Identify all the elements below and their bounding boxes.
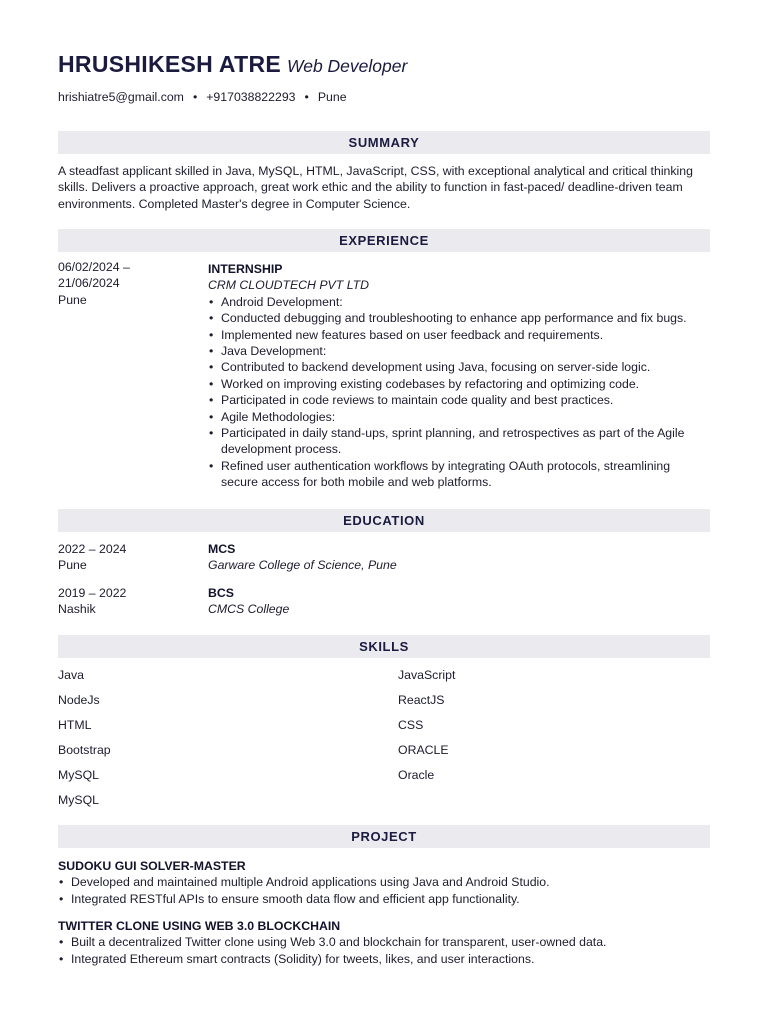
education-location: Pune (58, 558, 87, 573)
list-item: • Conducted debugging and troubleshooting to enhance app performance and fix bugs. (208, 310, 710, 326)
education-heading: EDUCATION (58, 509, 710, 532)
candidate-name: HRUSHIKESH ATRE (58, 51, 282, 77)
skill-item: Oracle (398, 768, 435, 782)
candidate-role: Web Developer (287, 56, 408, 76)
experience-details (208, 261, 710, 491)
education-details (208, 585, 710, 618)
education-details (208, 541, 710, 574)
experience-start-date: 06/02/2024 – (58, 260, 130, 274)
experience-company: CRM CLOUDTECH PVT LTD (208, 278, 370, 293)
skill-item: CSS (398, 718, 424, 732)
education-school: Garware College of Science, Pune (208, 558, 397, 573)
summary-heading: SUMMARY (58, 131, 710, 154)
skill-item: NodeJs (58, 693, 100, 707)
list-item: • Integrated RESTful APIs to ensure smooth data flow and efficient app functionality. (58, 891, 710, 907)
project-bullet-list (58, 934, 710, 967)
experience-end-date: 21/06/2024 (58, 276, 120, 291)
summary-text: A steadfast applicant skilled in Java, MySQL, HTML, JavaScript, CSS, with exceptional analytical and critical thinking skills. Delivers a proactive approach, great work ethic and the ability to function in fast-paced/ deadline-driven team environments. Completed Master's degree in Computer Science. (58, 164, 693, 211)
education-dates: 2022 – 2024 (58, 542, 127, 556)
skill-item: HTML (58, 718, 92, 732)
experience-bullet-list (208, 294, 710, 491)
experience-role: INTERNSHIP (208, 262, 283, 276)
education-meta (58, 541, 198, 574)
list-item: • Agile Methodologies: (208, 409, 710, 425)
project-title: SUDOKU GUI SOLVER-MASTER (58, 859, 246, 873)
contact-line (58, 90, 347, 104)
list-item: • Implemented new features based on user feedback and requirements. (208, 327, 710, 343)
skill-item: JavaScript (398, 668, 456, 682)
list-item: • Worked on improving existing codebases by refactoring and optimizing code. (208, 376, 710, 392)
email-text: hrishiatre5@gmail.com (58, 90, 184, 104)
separator-dot: • (304, 90, 309, 104)
resume-page (58, 0, 710, 1024)
education-entry (58, 541, 710, 575)
location-text: Pune (317, 90, 347, 104)
list-item: • Android Development: (208, 294, 710, 310)
skill-item: Java (58, 668, 84, 682)
education-degree: MCS (208, 542, 236, 556)
project-title: TWITTER CLONE USING WEB 3.0 BLOCKCHAIN (58, 919, 341, 933)
skill-item: MySQL (58, 768, 99, 782)
list-item: • Integrated Ethereum smart contracts (Solidity) for tweets, likes, and user interactions. (58, 951, 710, 967)
list-item: • Contributed to backend development using Java, focusing on server-side logic. (208, 359, 710, 375)
education-entry (58, 585, 710, 619)
list-item: • Java Development: (208, 343, 710, 359)
project-bullet-list (58, 874, 710, 907)
project-entry (58, 858, 710, 907)
skill-item: ORACLE (398, 743, 449, 757)
list-item: • Developed and maintained multiple Android applications using Java and Android Studio. (58, 874, 710, 890)
skill-item: Bootstrap (58, 743, 111, 757)
project-entry (58, 918, 710, 967)
list-item: • Participated in daily stand-ups, sprint planning, and retrospectives as part of the Agile development process. (208, 425, 710, 458)
project-heading: PROJECT (58, 825, 710, 848)
experience-location: Pune (58, 292, 87, 307)
phone-text: +917038822293 (206, 90, 296, 104)
skills-heading: SKILLS (58, 635, 710, 658)
education-school: CMCS College (208, 602, 290, 617)
skill-item: ReactJS (398, 693, 445, 707)
list-item: • Refined user authentication workflows by integrating OAuth protocols, streamlining secure access for both mobile and web platforms. (208, 458, 710, 491)
experience-heading: EXPERIENCE (58, 229, 710, 252)
education-location: Nashik (58, 602, 96, 617)
experience-meta (58, 259, 198, 308)
education-dates: 2019 – 2022 (58, 586, 127, 600)
list-item: • Participated in code reviews to maintain code quality and best practices. (208, 392, 710, 408)
list-item: • Built a decentralized Twitter clone using Web 3.0 and blockchain for transparent, user-owned data. (58, 934, 710, 950)
skill-item: MySQL (58, 793, 99, 807)
resume-header (58, 51, 407, 78)
education-meta (58, 585, 198, 618)
separator-dot: • (192, 90, 198, 104)
education-degree: BCS (208, 586, 234, 600)
